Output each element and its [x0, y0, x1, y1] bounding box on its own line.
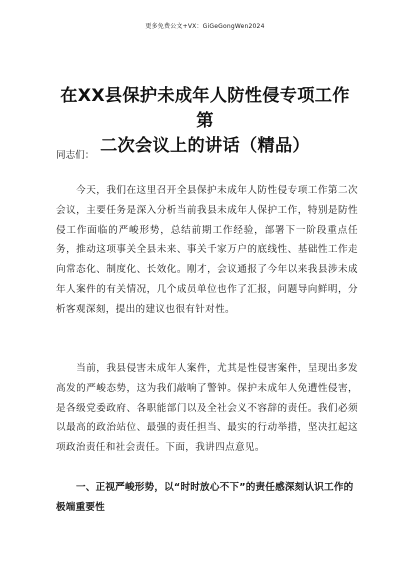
header-note: 更多免费公文+VX：GiGeGongWen2024 — [145, 23, 265, 30]
paragraph-1-text: 今天，我们在这里召开全县保护未成年人防性侵专项工作第二次会议，主要任务是深入分析当前我县未成年人保护工作，特别是防性侵工作面临的严峻形势，总结前期工作经验，部署下一阶段重点任务，推动这项事关全县未来、事关千家万户的底线性、基础性工作走向常态化、制度化、长效化。刚才，会议通报了今年以来我县涉未成年人案件的有关情况，几个成员单位也作了汇报，问题导向鲜明，分析客观深刻，提出的建议也很有针对性。 — [56, 185, 358, 315]
salutation: 同志们： — [56, 150, 95, 161]
document-title — [52, 84, 358, 159]
section-heading-1-text: 一、正视严峻形势，以“时时放心不下”的责任感深刻认识工作的极端重要性 — [56, 482, 354, 513]
paragraph-2-text: 当前，我县侵害未成年人案件，尤其是性侵害案件，呈现出多发高发的严峻态势，这为我们敲响了警钟。保护未成年人免遭性侵害，是各级党委政府、各职能部门以及全社会义不容辞的责任。我们必须以最高的政治站位、最强的责任担当、最实的行动举措，坚决扛起这项政治责任和社会责任。下面，我讲四点意见。 — [56, 363, 358, 454]
section-heading-1 — [56, 478, 358, 518]
title-line-1: 在XX县保护未成年人防性侵专项工作第 — [60, 86, 350, 131]
paragraph-1 — [56, 181, 358, 320]
paragraph-2 — [56, 359, 358, 458]
title-line-2: 二次会议上的讲话（精品） — [100, 136, 310, 156]
